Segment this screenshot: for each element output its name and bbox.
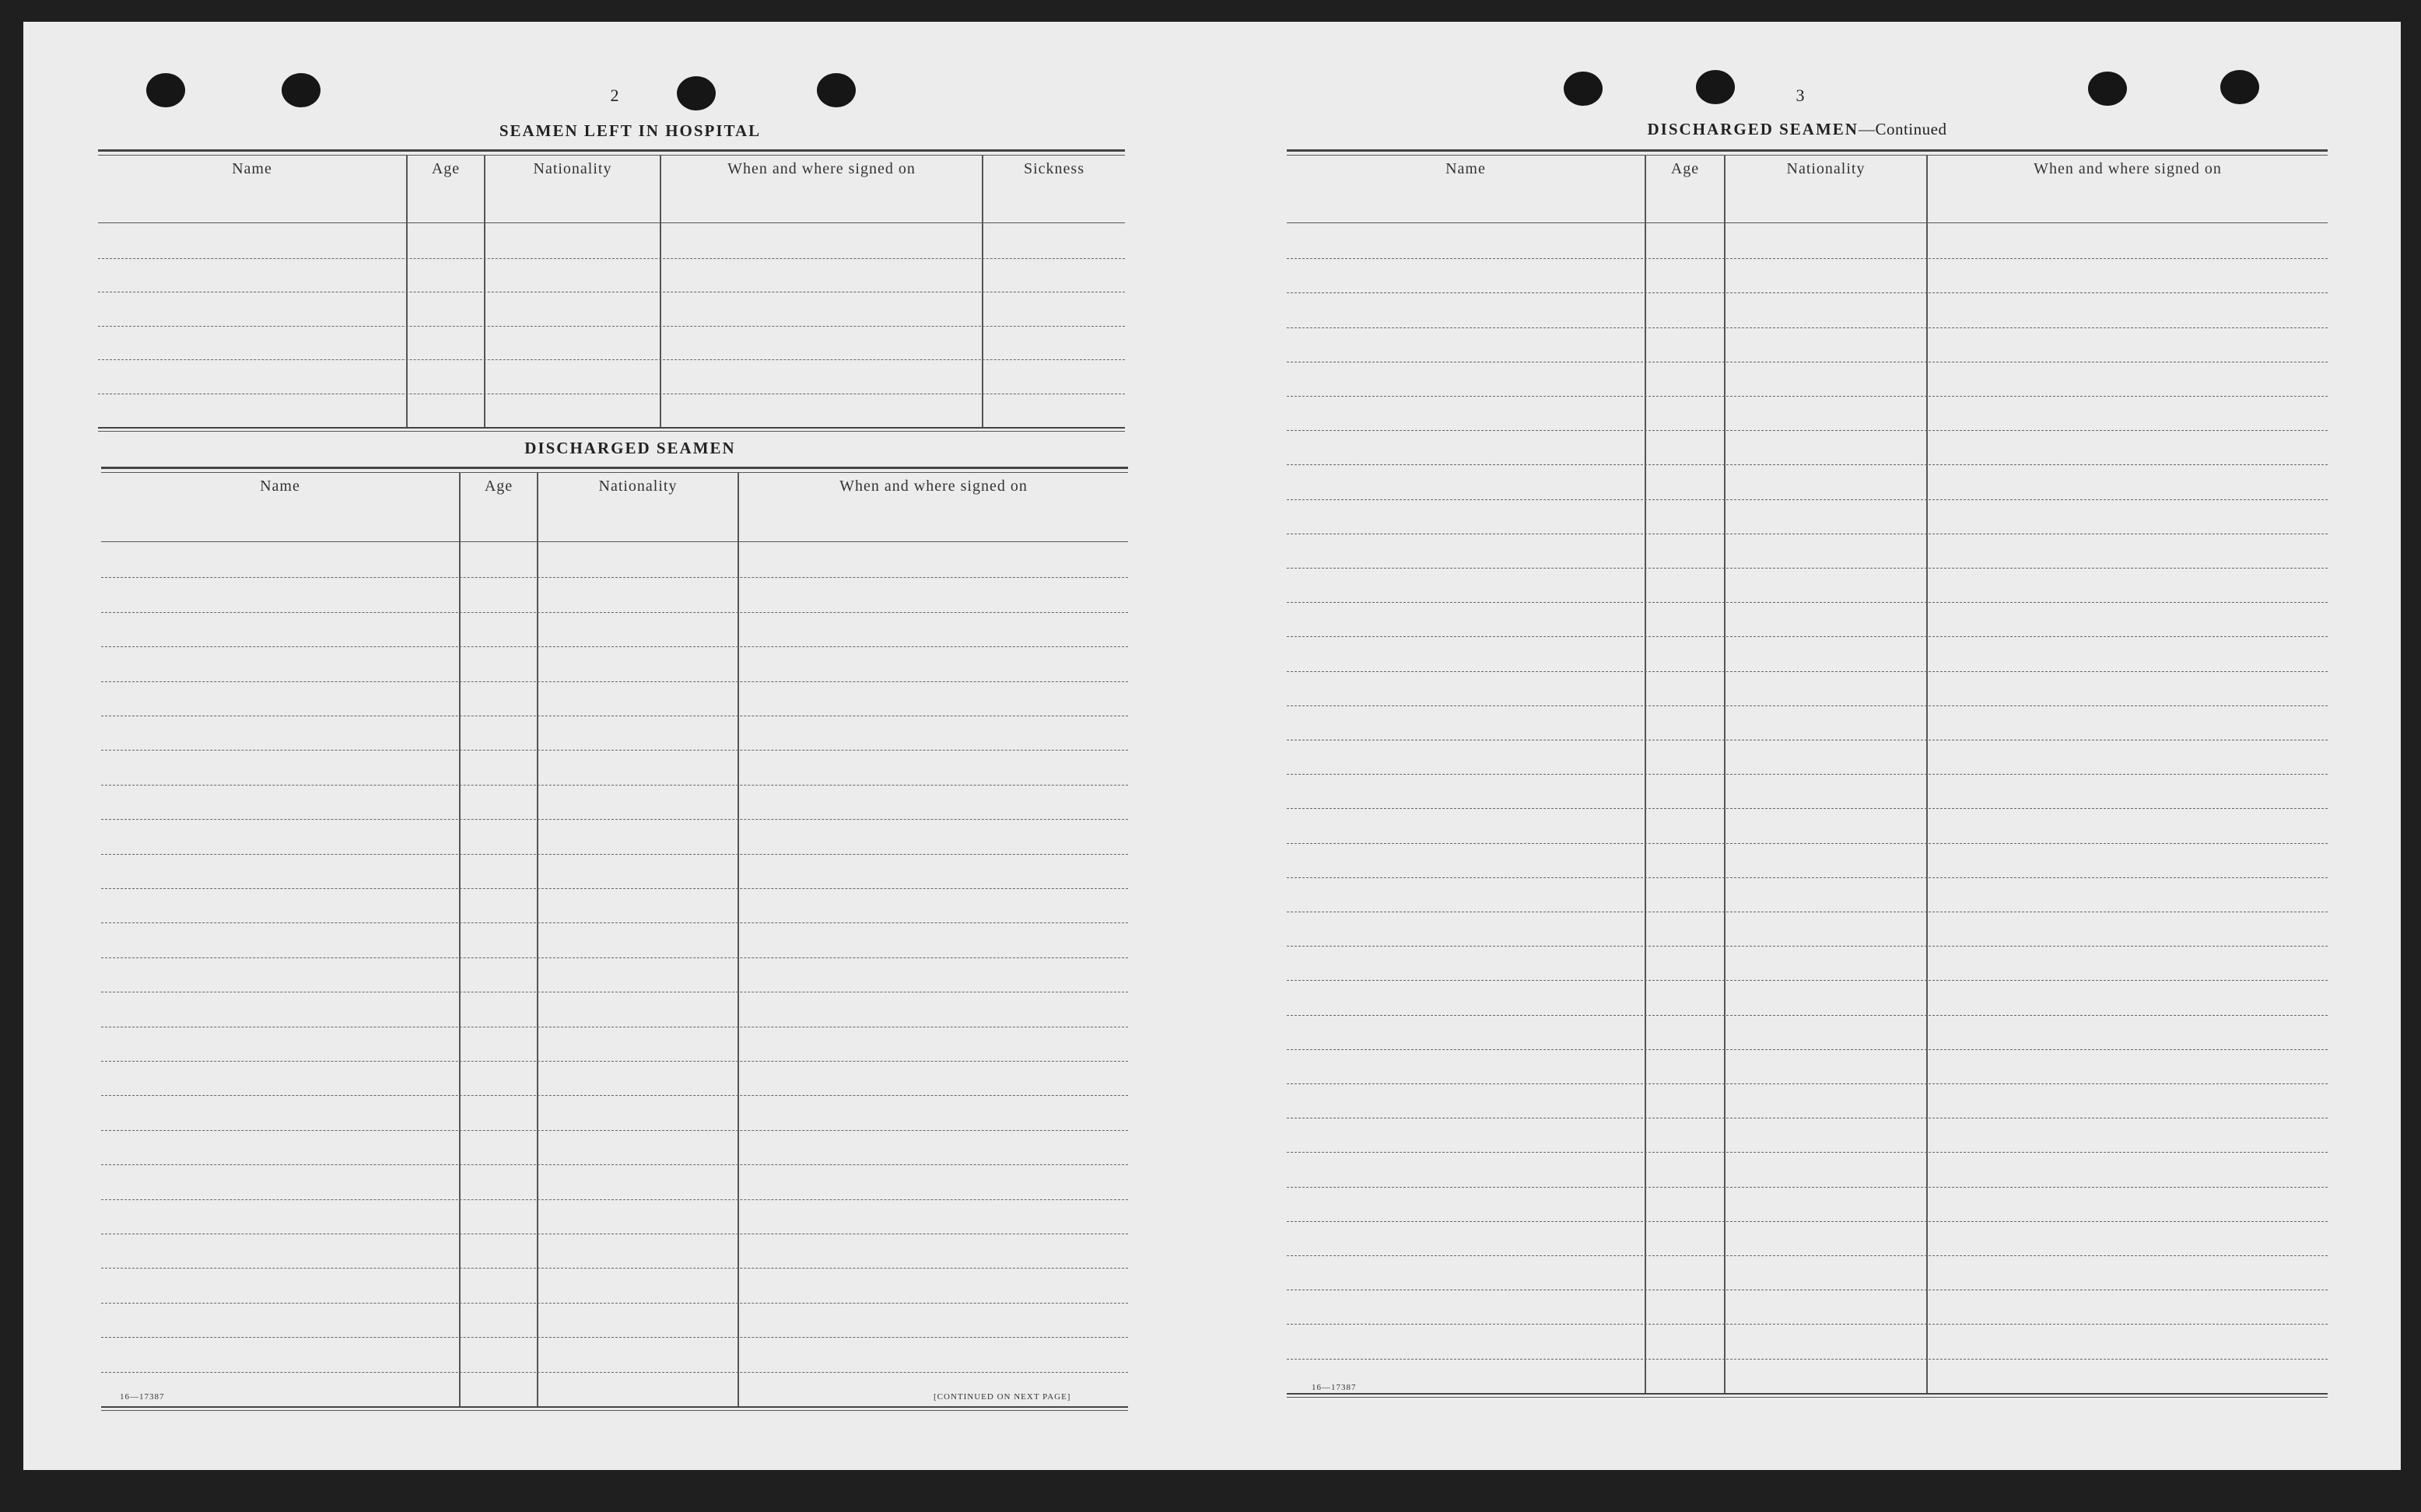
table-row-line — [101, 750, 1128, 751]
table-row-line — [101, 612, 1128, 613]
column-header-signed-on: When and where signed on — [727, 160, 916, 177]
table-row-line — [1287, 1083, 2328, 1084]
column-header-nationality: Nationality — [533, 160, 612, 177]
table-bottom-rule — [101, 1410, 1128, 1411]
table-row-line — [101, 1130, 1128, 1131]
table-row-line — [1287, 1049, 2328, 1050]
table-row-line — [1287, 1152, 2328, 1153]
table-row-line — [1287, 843, 2328, 844]
page-number: 2 — [610, 86, 619, 105]
table-row-line — [1287, 1255, 2328, 1256]
table-row-line — [98, 326, 1125, 327]
form-number: 16—17387 — [120, 1392, 165, 1402]
table-bottom-rule — [101, 1406, 1128, 1408]
punch-hole — [1564, 72, 1603, 106]
punch-hole — [677, 76, 716, 110]
header-bottom-rule — [1287, 222, 2328, 223]
column-header-signed-on: When and where signed on — [2034, 160, 2222, 177]
table-row-line — [101, 957, 1128, 958]
table-row-line — [98, 359, 1125, 360]
column-header-age: Age — [484, 478, 513, 495]
discharged-continued-table — [1287, 149, 2328, 1402]
form-number: 16—17387 — [1312, 1383, 1357, 1392]
table-row-line — [101, 577, 1128, 578]
discharged-table — [101, 467, 1128, 1409]
column-header-nationality: Nationality — [1786, 160, 1866, 177]
punch-hole — [2220, 70, 2259, 104]
column-header-name: Name — [260, 478, 300, 495]
table-bottom-rule — [98, 427, 1125, 429]
column-header-age: Age — [1670, 160, 1700, 177]
hospital-table — [98, 149, 1125, 439]
table-row-line — [1287, 602, 2328, 603]
table-row-line — [101, 646, 1128, 647]
table-row-line — [1287, 258, 2328, 259]
table-row-line — [101, 1164, 1128, 1165]
table-row-line — [1287, 636, 2328, 637]
table-row-line — [1287, 774, 2328, 775]
table-row-line — [101, 1303, 1128, 1304]
table-row-line — [1287, 1324, 2328, 1325]
discharged-continued-title — [1548, 120, 2046, 139]
punch-hole — [1696, 70, 1735, 104]
table-row-line — [1287, 327, 2328, 328]
column-header-name: Name — [1445, 160, 1486, 177]
header-bottom-rule — [98, 222, 1125, 223]
table-bottom-rule — [1287, 1397, 2328, 1398]
column-header-nationality: Nationality — [598, 478, 678, 495]
column-divider — [738, 473, 739, 1406]
page-number: 3 — [1796, 86, 1805, 105]
table-row-line — [101, 681, 1128, 682]
punch-hole — [817, 73, 856, 107]
column-header-signed-on: When and where signed on — [839, 478, 1028, 495]
table-row-line — [101, 819, 1128, 820]
table-row-line — [101, 1199, 1128, 1200]
title-main: DISCHARGED SEAMEN — [1647, 120, 1859, 138]
column-divider — [459, 473, 461, 1406]
table-row-line — [1287, 292, 2328, 293]
title-continued: —Continued — [1858, 120, 1947, 138]
table-row-line — [101, 854, 1128, 855]
table-row-line — [101, 1061, 1128, 1062]
table-row-line — [101, 1268, 1128, 1269]
table-row-line — [1287, 808, 2328, 809]
table-bottom-rule — [1287, 1393, 2328, 1395]
table-row-line — [1287, 1359, 2328, 1360]
column-divider — [537, 473, 538, 1406]
table-row-line — [101, 888, 1128, 889]
table-row-line — [1287, 499, 2328, 500]
document-sheet — [23, 22, 2401, 1470]
punch-hole — [146, 73, 185, 107]
table-row-line — [1287, 946, 2328, 947]
table-row-line — [1287, 568, 2328, 569]
continued-note: [CONTINUED ON NEXT PAGE] — [934, 1392, 1071, 1402]
punch-hole — [282, 73, 321, 107]
discharged-section-title: DISCHARGED SEAMEN — [524, 439, 736, 457]
table-row-line — [1287, 980, 2328, 981]
table-row-line — [98, 258, 1125, 259]
table-bottom-rule — [98, 431, 1125, 432]
table-row-line — [101, 785, 1128, 786]
column-header-name: Name — [232, 160, 272, 177]
column-header-sickness: Sickness — [1024, 160, 1084, 177]
table-row-line — [1287, 430, 2328, 431]
table-row-line — [101, 1372, 1128, 1373]
table-row-line — [1287, 1221, 2328, 1222]
table-row-line — [1287, 464, 2328, 465]
table-row-line — [1287, 671, 2328, 672]
header-bottom-rule — [101, 541, 1128, 542]
table-row-line — [1287, 705, 2328, 706]
table-row-line — [1287, 877, 2328, 878]
table-row-line — [101, 1095, 1128, 1096]
table-row-line — [1287, 396, 2328, 397]
column-header-age: Age — [431, 160, 461, 177]
hospital-section-title: SEAMEN LEFT IN HOSPITAL — [499, 121, 762, 140]
table-row-line — [101, 922, 1128, 923]
table-row-line — [101, 1337, 1128, 1338]
table-row-line — [1287, 1187, 2328, 1188]
punch-hole — [2088, 72, 2127, 106]
table-row-line — [1287, 1015, 2328, 1016]
